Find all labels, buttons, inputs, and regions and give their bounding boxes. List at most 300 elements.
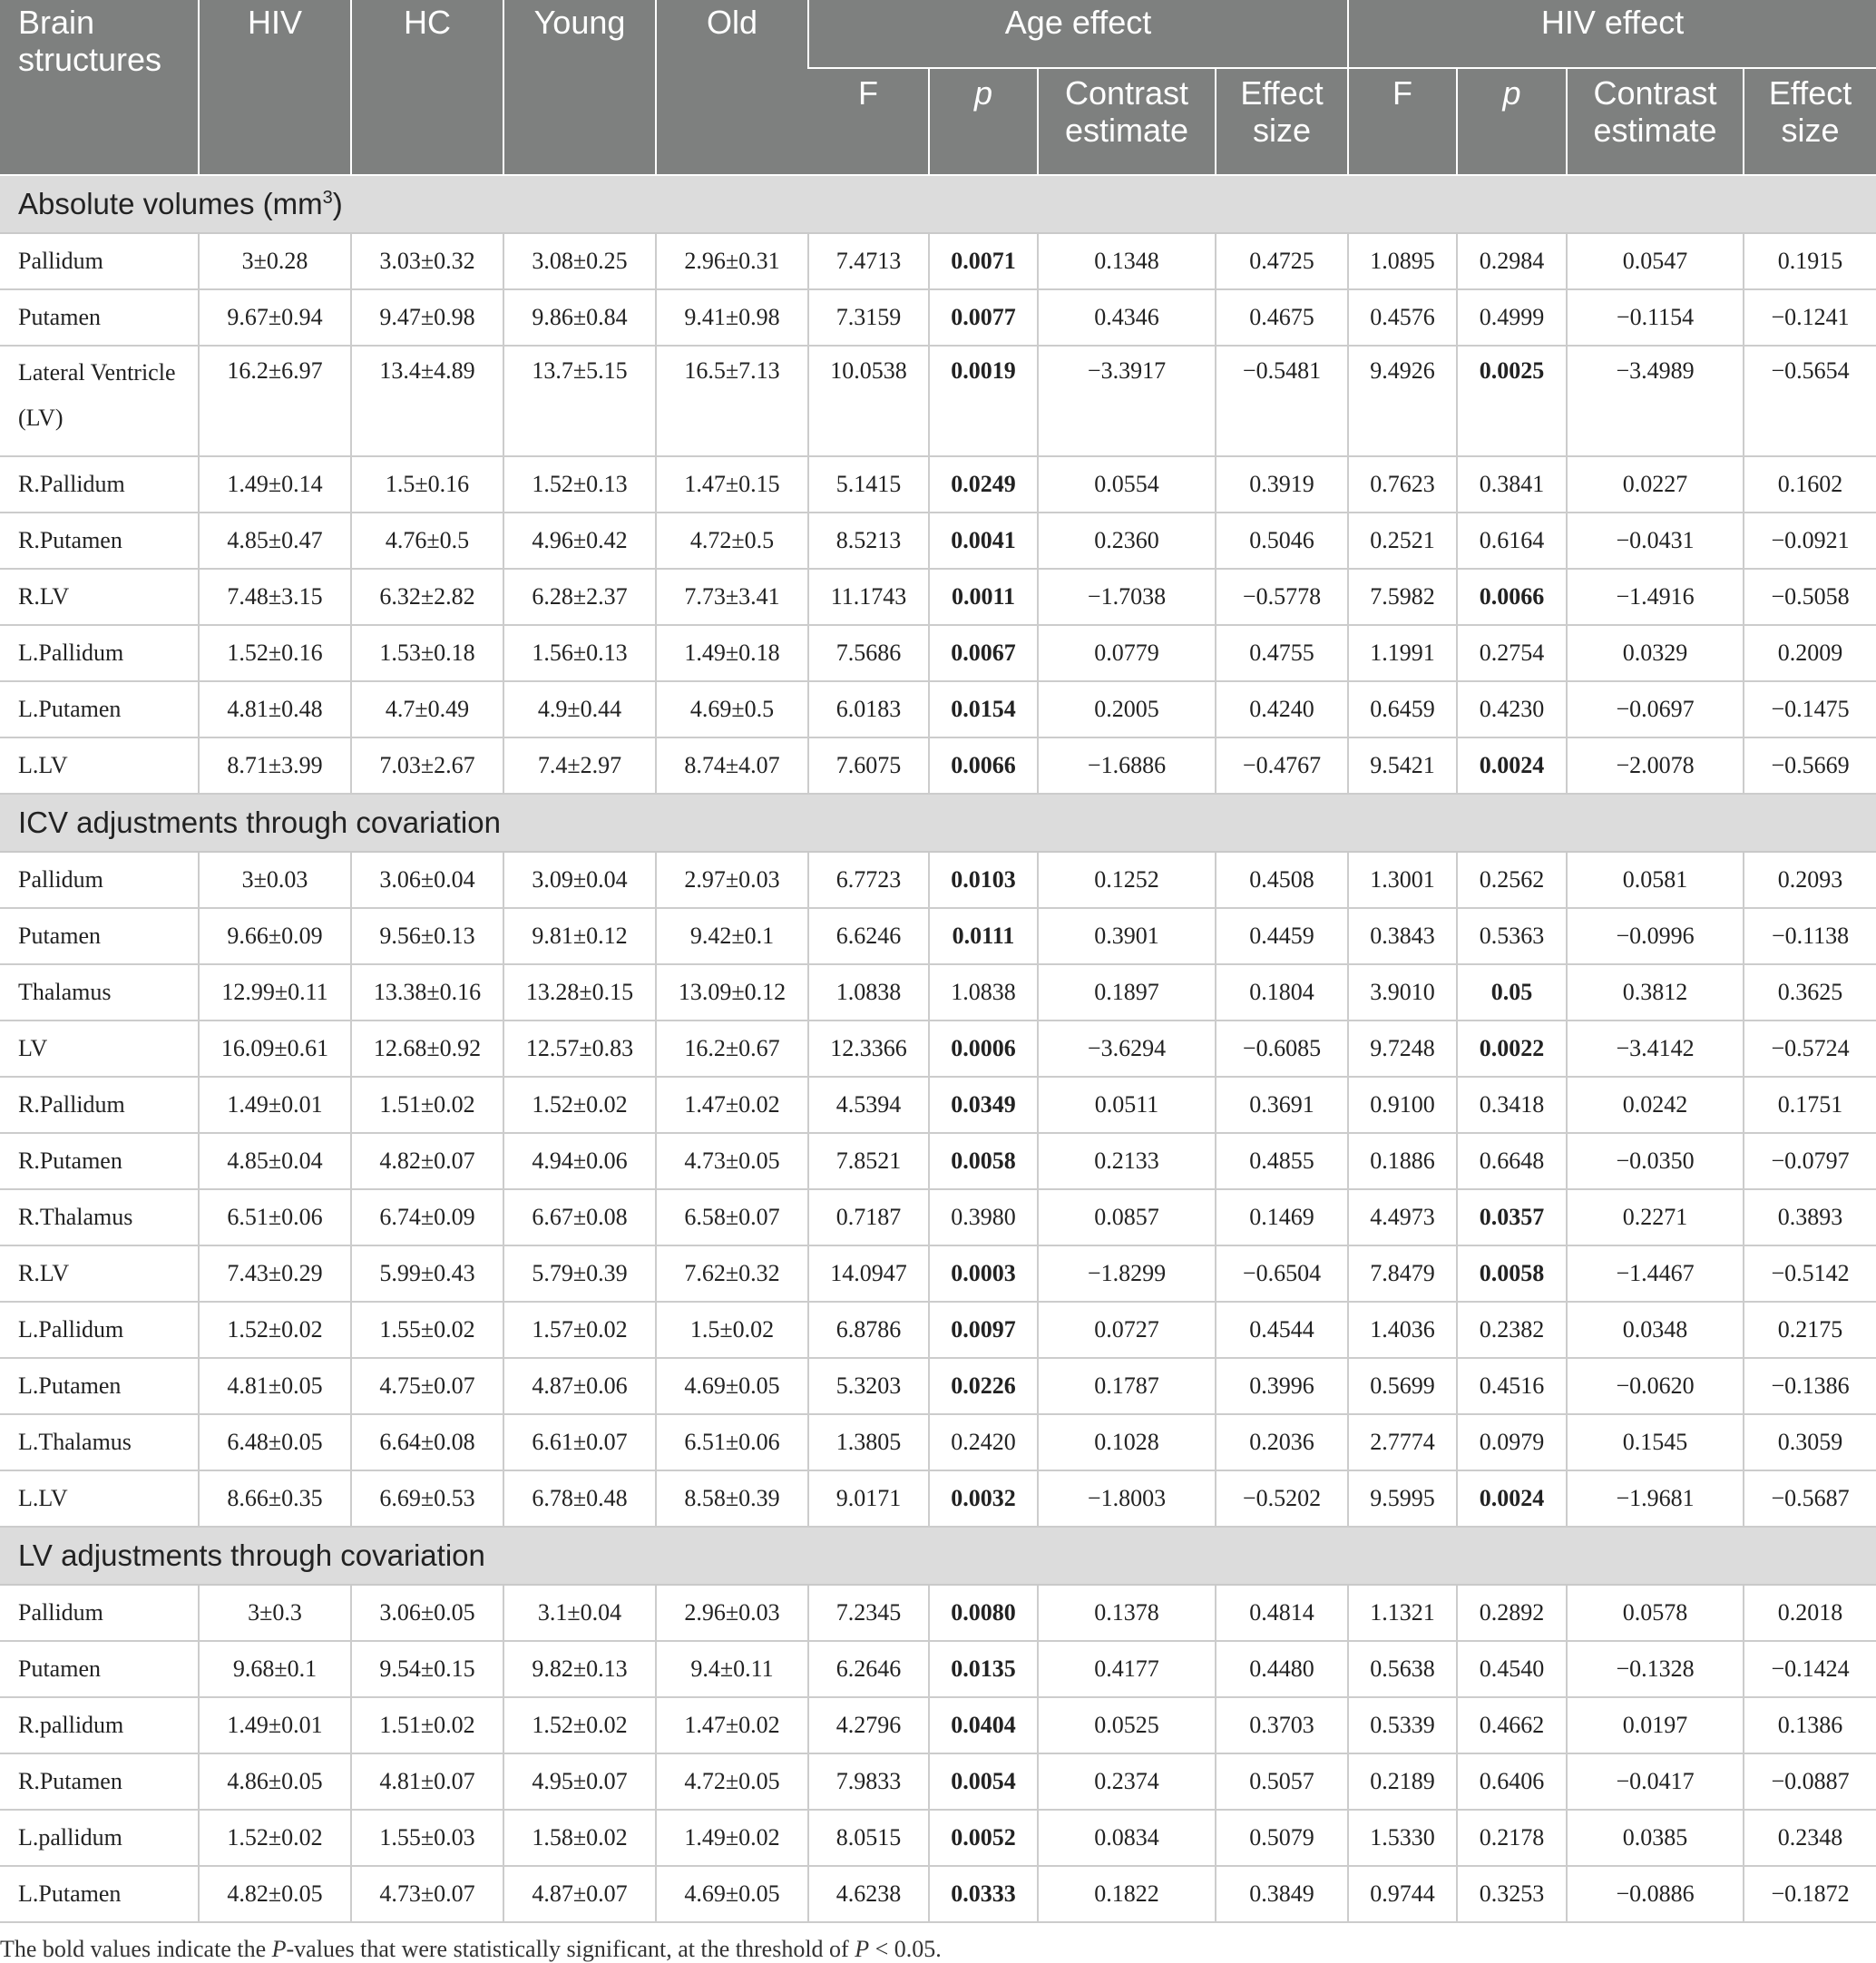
table-cell: 0.2374 xyxy=(1038,1753,1216,1810)
table-cell: 0.1545 xyxy=(1567,1414,1744,1470)
table-cell: −0.1424 xyxy=(1744,1641,1876,1697)
table-cell: 0.0249 xyxy=(929,456,1038,513)
table-cell: 0.4177 xyxy=(1038,1641,1216,1697)
table-cell: 0.0058 xyxy=(929,1133,1038,1189)
table-cell: 6.78±0.48 xyxy=(503,1470,656,1527)
table-row xyxy=(0,852,1876,908)
table-cell: 9.67±0.94 xyxy=(199,289,351,346)
table-cell: 12.3366 xyxy=(808,1021,929,1077)
table-cell: 0.6459 xyxy=(1348,681,1457,737)
table-cell: 0.5079 xyxy=(1216,1810,1348,1866)
table-cell: 0.4544 xyxy=(1216,1302,1348,1358)
table-row xyxy=(0,456,1876,513)
table-cell: 7.8521 xyxy=(808,1133,929,1189)
table-cell: 0.4240 xyxy=(1216,681,1348,737)
section-title-text: ICV adjustments through covariation xyxy=(18,806,501,839)
table-cell: 4.82±0.07 xyxy=(351,1133,503,1189)
table-cell: 1.1321 xyxy=(1348,1585,1457,1641)
table-cell: 0.7187 xyxy=(808,1189,929,1245)
table-cell: 7.4±2.97 xyxy=(503,737,656,794)
table-cell: 0.4516 xyxy=(1457,1358,1567,1414)
row-label: R.Putamen xyxy=(0,513,199,569)
table-cell: −0.0417 xyxy=(1567,1753,1744,1810)
section-title-suffix: ) xyxy=(332,187,343,220)
table-row xyxy=(0,1753,1876,1810)
table-cell: 6.58±0.07 xyxy=(656,1189,808,1245)
table-cell: 0.0066 xyxy=(1457,569,1567,625)
section-title-text: Absolute volumes (mm xyxy=(18,187,323,220)
table-cell: 6.7723 xyxy=(808,852,929,908)
table-cell: −0.1872 xyxy=(1744,1866,1876,1922)
footnote-middle: -values that were statistically significant, at the threshold of xyxy=(286,1936,855,1962)
header-age-effect: Age effect xyxy=(808,0,1348,68)
table-row xyxy=(0,625,1876,681)
table-cell: −0.6504 xyxy=(1216,1245,1348,1302)
table-cell: 4.87±0.07 xyxy=(503,1866,656,1922)
table-cell: 4.72±0.5 xyxy=(656,513,808,569)
table-cell: 0.0348 xyxy=(1567,1302,1744,1358)
row-label: L.Putamen xyxy=(0,1358,199,1414)
table-cell: 13.7±5.15 xyxy=(503,346,656,456)
table-cell: 0.3253 xyxy=(1457,1866,1567,1922)
table-cell: 0.0071 xyxy=(929,233,1038,289)
table-cell: 16.2±0.67 xyxy=(656,1021,808,1077)
table-cell: 0.1252 xyxy=(1038,852,1216,908)
table-cell: 9.68±0.1 xyxy=(199,1641,351,1697)
table-cell: 3±0.03 xyxy=(199,852,351,908)
table-row xyxy=(0,908,1876,964)
table-cell: 4.4973 xyxy=(1348,1189,1457,1245)
table-cell: 0.3919 xyxy=(1216,456,1348,513)
table-cell: 9.47±0.98 xyxy=(351,289,503,346)
table-cell: 0.0077 xyxy=(929,289,1038,346)
table-cell: 1.55±0.02 xyxy=(351,1302,503,1358)
table-cell: 0.4459 xyxy=(1216,908,1348,964)
table-cell: −0.1138 xyxy=(1744,908,1876,964)
section-title xyxy=(0,175,1876,233)
table-cell: 1.52±0.13 xyxy=(503,456,656,513)
table-cell: 0.0058 xyxy=(1457,1245,1567,1302)
table-cell: 4.5394 xyxy=(808,1077,929,1133)
table-cell: 1.56±0.13 xyxy=(503,625,656,681)
section-title xyxy=(0,794,1876,852)
table-row xyxy=(0,737,1876,794)
table-cell: 0.2984 xyxy=(1457,233,1567,289)
table-cell: 4.82±0.05 xyxy=(199,1866,351,1922)
table-row xyxy=(0,1470,1876,1527)
table-row xyxy=(0,346,1876,456)
table-cell: 0.0242 xyxy=(1567,1077,1744,1133)
table-row xyxy=(0,1245,1876,1302)
table-cell: 0.2175 xyxy=(1744,1302,1876,1358)
table-cell: 7.5982 xyxy=(1348,569,1457,625)
table-cell: 9.54±0.15 xyxy=(351,1641,503,1697)
table-cell: 0.6406 xyxy=(1457,1753,1567,1810)
table-cell: −1.4916 xyxy=(1567,569,1744,625)
table-cell: 4.85±0.04 xyxy=(199,1133,351,1189)
table-cell: 0.4999 xyxy=(1457,289,1567,346)
table-cell: 0.3893 xyxy=(1744,1189,1876,1245)
table-cell: 0.2093 xyxy=(1744,852,1876,908)
row-label: R.LV xyxy=(0,1245,199,1302)
table-row xyxy=(0,1810,1876,1866)
table-cell: 0.2521 xyxy=(1348,513,1457,569)
table-cell: 1.52±0.02 xyxy=(199,1302,351,1358)
table-cell: 3.09±0.04 xyxy=(503,852,656,908)
table-cell: 4.73±0.05 xyxy=(656,1133,808,1189)
table-cell: −0.0697 xyxy=(1567,681,1744,737)
table-cell: 7.9833 xyxy=(808,1753,929,1810)
table-cell: 0.1028 xyxy=(1038,1414,1216,1470)
table-cell: 0.0006 xyxy=(929,1021,1038,1077)
table-cell: 0.2036 xyxy=(1216,1414,1348,1470)
table-cell: 0.1469 xyxy=(1216,1189,1348,1245)
table-cell: 0.4230 xyxy=(1457,681,1567,737)
table-cell: −1.8003 xyxy=(1038,1470,1216,1527)
table-cell: 0.5046 xyxy=(1216,513,1348,569)
table-cell: 4.86±0.05 xyxy=(199,1753,351,1810)
table-cell: 6.6246 xyxy=(808,908,929,964)
table-cell: 6.2646 xyxy=(808,1641,929,1697)
table-cell: 1.49±0.18 xyxy=(656,625,808,681)
table-cell: 0.4855 xyxy=(1216,1133,1348,1189)
table-cell: 1.47±0.02 xyxy=(656,1077,808,1133)
table-cell: 0.1751 xyxy=(1744,1077,1876,1133)
table-cell: 9.42±0.1 xyxy=(656,908,808,964)
header-age-contrast: Contrast estimate xyxy=(1038,68,1216,175)
table-cell: 9.7248 xyxy=(1348,1021,1457,1077)
table-cell: 1.52±0.02 xyxy=(503,1077,656,1133)
table-cell: 6.74±0.09 xyxy=(351,1189,503,1245)
table-cell: 0.0834 xyxy=(1038,1810,1216,1866)
table-cell: 1.49±0.01 xyxy=(199,1697,351,1753)
table-row xyxy=(0,681,1876,737)
table-cell: 4.2796 xyxy=(808,1697,929,1753)
table-cell: 7.62±0.32 xyxy=(656,1245,808,1302)
table-cell: 1.58±0.02 xyxy=(503,1810,656,1866)
section-header-row xyxy=(0,1527,1876,1585)
table-cell: 0.0779 xyxy=(1038,625,1216,681)
table-cell: 3.06±0.04 xyxy=(351,852,503,908)
table-cell: 0.3812 xyxy=(1567,964,1744,1021)
table-cell: 12.99±0.11 xyxy=(199,964,351,1021)
row-label: Pallidum xyxy=(0,233,199,289)
table-cell: 0.3059 xyxy=(1744,1414,1876,1470)
table-cell: 0.0385 xyxy=(1567,1810,1744,1866)
table-cell: 8.66±0.35 xyxy=(199,1470,351,1527)
footnote-suffix: < 0.05. xyxy=(869,1936,942,1962)
table-cell: 4.73±0.07 xyxy=(351,1866,503,1922)
table-cell: 0.2562 xyxy=(1457,852,1567,908)
table-cell: 1.1991 xyxy=(1348,625,1457,681)
table-cell: 6.64±0.08 xyxy=(351,1414,503,1470)
table-cell: 1.49±0.02 xyxy=(656,1810,808,1866)
header-hiv-p: p xyxy=(1457,68,1567,175)
table-cell: 1.49±0.14 xyxy=(199,456,351,513)
table-cell: 5.79±0.39 xyxy=(503,1245,656,1302)
header-young: Young xyxy=(503,0,656,175)
table-cell: 0.0135 xyxy=(929,1641,1038,1697)
row-label: R.LV xyxy=(0,569,199,625)
table-cell: 0.2018 xyxy=(1744,1585,1876,1641)
table-cell: 2.97±0.03 xyxy=(656,852,808,908)
table-cell: 6.0183 xyxy=(808,681,929,737)
row-label: L.Putamen xyxy=(0,681,199,737)
table-cell: 0.2382 xyxy=(1457,1302,1567,1358)
table-cell: 0.6164 xyxy=(1457,513,1567,569)
table-cell: 9.81±0.12 xyxy=(503,908,656,964)
table-cell: 4.81±0.05 xyxy=(199,1358,351,1414)
table-cell: 0.4508 xyxy=(1216,852,1348,908)
table-cell: 0.2754 xyxy=(1457,625,1567,681)
table-cell: 0.0111 xyxy=(929,908,1038,964)
row-label: R.Pallidum xyxy=(0,456,199,513)
header-brain-structures: Brain structures xyxy=(0,0,199,175)
table-cell: 0.9100 xyxy=(1348,1077,1457,1133)
table-cell: 12.57±0.83 xyxy=(503,1021,656,1077)
footnote-prefix: The bold values indicate the xyxy=(0,1936,272,1962)
table-cell: −3.6294 xyxy=(1038,1021,1216,1077)
table-cell: 0.0019 xyxy=(929,346,1038,456)
table-cell: −0.0921 xyxy=(1744,513,1876,569)
table-row xyxy=(0,1358,1876,1414)
table-cell: 0.3980 xyxy=(929,1189,1038,1245)
table-cell: 4.6238 xyxy=(808,1866,929,1922)
table-cell: 0.0066 xyxy=(929,737,1038,794)
table-cell: 0.2009 xyxy=(1744,625,1876,681)
table-cell: 0.0052 xyxy=(929,1810,1038,1866)
row-label: Putamen xyxy=(0,289,199,346)
table-cell: 0.0333 xyxy=(929,1866,1038,1922)
table-cell: 3.06±0.05 xyxy=(351,1585,503,1641)
row-label: L.Putamen xyxy=(0,1866,199,1922)
row-label: LV xyxy=(0,1021,199,1077)
row-label: R.pallidum xyxy=(0,1697,199,1753)
table-cell: 13.09±0.12 xyxy=(656,964,808,1021)
table-cell: 12.68±0.92 xyxy=(351,1021,503,1077)
table-cell: 1.47±0.02 xyxy=(656,1697,808,1753)
table-cell: 0.1897 xyxy=(1038,964,1216,1021)
table-cell: 0.4725 xyxy=(1216,233,1348,289)
table-cell: 9.82±0.13 xyxy=(503,1641,656,1697)
table-cell: 13.38±0.16 xyxy=(351,964,503,1021)
table-cell: −0.5142 xyxy=(1744,1245,1876,1302)
table-cell: 0.0024 xyxy=(1457,1470,1567,1527)
table-cell: 9.56±0.13 xyxy=(351,908,503,964)
table-cell: 4.9±0.44 xyxy=(503,681,656,737)
table-cell: −0.0620 xyxy=(1567,1358,1744,1414)
table-cell: 1.52±0.16 xyxy=(199,625,351,681)
table-row xyxy=(0,964,1876,1021)
table-cell: 13.28±0.15 xyxy=(503,964,656,1021)
table-cell: 0.0197 xyxy=(1567,1697,1744,1753)
table-cell: 0.5699 xyxy=(1348,1358,1457,1414)
table-cell: −2.0078 xyxy=(1567,737,1744,794)
table-cell: 7.48±3.15 xyxy=(199,569,351,625)
table-cell: 0.0349 xyxy=(929,1077,1038,1133)
header-age-effect-size: Effect size xyxy=(1216,68,1348,175)
table-cell: 0.2005 xyxy=(1038,681,1216,737)
table-cell: 0.0227 xyxy=(1567,456,1744,513)
table-cell: −0.5058 xyxy=(1744,569,1876,625)
table-row xyxy=(0,1697,1876,1753)
table-cell: 0.0003 xyxy=(929,1245,1038,1302)
row-label: L.LV xyxy=(0,1470,199,1527)
table-cell: 8.58±0.39 xyxy=(656,1470,808,1527)
table-cell: 0.3625 xyxy=(1744,964,1876,1021)
table-cell: 2.7774 xyxy=(1348,1414,1457,1470)
table-cell: 7.4713 xyxy=(808,233,929,289)
table-cell: 0.2360 xyxy=(1038,513,1216,569)
table-body xyxy=(0,175,1876,1922)
table-cell: 0.0525 xyxy=(1038,1697,1216,1753)
table-cell: 11.1743 xyxy=(808,569,929,625)
table-cell: 0.4576 xyxy=(1348,289,1457,346)
table-cell: 0.3841 xyxy=(1457,456,1567,513)
table-cell: 0.0329 xyxy=(1567,625,1744,681)
table-cell: −0.5778 xyxy=(1216,569,1348,625)
footnote xyxy=(0,1923,1876,1963)
table-row xyxy=(0,1585,1876,1641)
table-cell: 0.0080 xyxy=(929,1585,1038,1641)
table-cell: 1.47±0.15 xyxy=(656,456,808,513)
table-cell: 0.2189 xyxy=(1348,1753,1457,1810)
table-cell: 0.3996 xyxy=(1216,1358,1348,1414)
row-label: R.Pallidum xyxy=(0,1077,199,1133)
table-cell: 16.2±6.97 xyxy=(199,346,351,456)
table-cell: 0.4346 xyxy=(1038,289,1216,346)
table-cell: 14.0947 xyxy=(808,1245,929,1302)
table-cell: 0.0404 xyxy=(929,1697,1038,1753)
table-cell: 0.2348 xyxy=(1744,1810,1876,1866)
table-cell: −3.3917 xyxy=(1038,346,1216,456)
header-age-f: F xyxy=(808,68,929,175)
table-cell: 0.5363 xyxy=(1457,908,1567,964)
table-cell: 1.0895 xyxy=(1348,233,1457,289)
row-label: R.Thalamus xyxy=(0,1189,199,1245)
table-cell: 3.1±0.04 xyxy=(503,1585,656,1641)
table-cell: 9.41±0.98 xyxy=(656,289,808,346)
table-cell: 3±0.28 xyxy=(199,233,351,289)
header-hiv-f: F xyxy=(1348,68,1457,175)
table-row xyxy=(0,569,1876,625)
header-age-p: p xyxy=(929,68,1038,175)
table-cell: 1.5±0.16 xyxy=(351,456,503,513)
header-hc: HC xyxy=(351,0,503,175)
table-cell: 0.0097 xyxy=(929,1302,1038,1358)
header-old: Old xyxy=(656,0,808,175)
table-cell: 1.55±0.03 xyxy=(351,1810,503,1866)
table-cell: 0.1804 xyxy=(1216,964,1348,1021)
table-cell: 16.5±7.13 xyxy=(656,346,808,456)
table-cell: −0.5669 xyxy=(1744,737,1876,794)
table-cell: 6.48±0.05 xyxy=(199,1414,351,1470)
table-cell: 8.71±3.99 xyxy=(199,737,351,794)
row-label: Pallidum xyxy=(0,1585,199,1641)
row-label: Thalamus xyxy=(0,964,199,1021)
table-cell: −0.5202 xyxy=(1216,1470,1348,1527)
table-header xyxy=(0,0,1876,175)
table-cell: 0.5057 xyxy=(1216,1753,1348,1810)
table-cell: −0.5724 xyxy=(1744,1021,1876,1077)
table-cell: 5.3203 xyxy=(808,1358,929,1414)
table-row xyxy=(0,513,1876,569)
table-cell: 4.72±0.05 xyxy=(656,1753,808,1810)
table-cell: 0.1378 xyxy=(1038,1585,1216,1641)
table-cell: 16.09±0.61 xyxy=(199,1021,351,1077)
table-cell: −0.5481 xyxy=(1216,346,1348,456)
table-cell: 0.4540 xyxy=(1457,1641,1567,1697)
table-row xyxy=(0,1414,1876,1470)
table-cell: 9.4926 xyxy=(1348,346,1457,456)
row-label: Pallidum xyxy=(0,852,199,908)
table-cell: 0.0226 xyxy=(929,1358,1038,1414)
row-label: Putamen xyxy=(0,908,199,964)
table-cell: 0.0727 xyxy=(1038,1302,1216,1358)
table-cell: 2.96±0.03 xyxy=(656,1585,808,1641)
row-label: L.Thalamus xyxy=(0,1414,199,1470)
section-header-row xyxy=(0,175,1876,233)
table-row xyxy=(0,1021,1876,1077)
table-cell: 4.7±0.49 xyxy=(351,681,503,737)
table-cell: 0.0154 xyxy=(929,681,1038,737)
table-cell: 0.3418 xyxy=(1457,1077,1567,1133)
table-cell: −3.4142 xyxy=(1567,1021,1744,1077)
table-cell: 1.52±0.02 xyxy=(503,1697,656,1753)
footnote-p-label-2: P xyxy=(855,1936,870,1962)
table-cell: 1.4036 xyxy=(1348,1302,1457,1358)
table-cell: 6.28±2.37 xyxy=(503,569,656,625)
table-cell: 4.96±0.42 xyxy=(503,513,656,569)
table-cell: 0.1348 xyxy=(1038,233,1216,289)
table-cell: 0.0032 xyxy=(929,1470,1038,1527)
table-cell: −0.1475 xyxy=(1744,681,1876,737)
header-hiv-effect-size: Effect size xyxy=(1744,68,1876,175)
table-cell: 0.4814 xyxy=(1216,1585,1348,1641)
table-cell: 2.96±0.31 xyxy=(656,233,808,289)
table-cell: 3±0.3 xyxy=(199,1585,351,1641)
table-cell: 0.2133 xyxy=(1038,1133,1216,1189)
table-cell: 0.5638 xyxy=(1348,1641,1457,1697)
table-cell: −0.5654 xyxy=(1744,346,1876,456)
table-cell: 0.0103 xyxy=(929,852,1038,908)
table-cell: 0.0554 xyxy=(1038,456,1216,513)
table-cell: 1.51±0.02 xyxy=(351,1697,503,1753)
table-cell: 4.81±0.07 xyxy=(351,1753,503,1810)
table-cell: 9.86±0.84 xyxy=(503,289,656,346)
table-cell: 0.0041 xyxy=(929,513,1038,569)
table-cell: 0.0067 xyxy=(929,625,1038,681)
table-cell: 1.53±0.18 xyxy=(351,625,503,681)
table-cell: 8.0515 xyxy=(808,1810,929,1866)
table-cell: 13.4±4.89 xyxy=(351,346,503,456)
table-cell: 0.2892 xyxy=(1457,1585,1567,1641)
table-cell: 6.51±0.06 xyxy=(199,1189,351,1245)
table-cell: 0.05 xyxy=(1457,964,1567,1021)
table-cell: 7.73±3.41 xyxy=(656,569,808,625)
table-cell: 3.9010 xyxy=(1348,964,1457,1021)
table-cell: 0.4675 xyxy=(1216,289,1348,346)
table-cell: 4.94±0.06 xyxy=(503,1133,656,1189)
table-cell: 0.4662 xyxy=(1457,1697,1567,1753)
table-cell: 0.0857 xyxy=(1038,1189,1216,1245)
table-cell: 0.6648 xyxy=(1457,1133,1567,1189)
table-cell: 9.66±0.09 xyxy=(199,908,351,964)
table-cell: 6.67±0.08 xyxy=(503,1189,656,1245)
table-cell: 0.5339 xyxy=(1348,1697,1457,1753)
table-cell: 6.32±2.82 xyxy=(351,569,503,625)
table-cell: 10.0538 xyxy=(808,346,929,456)
